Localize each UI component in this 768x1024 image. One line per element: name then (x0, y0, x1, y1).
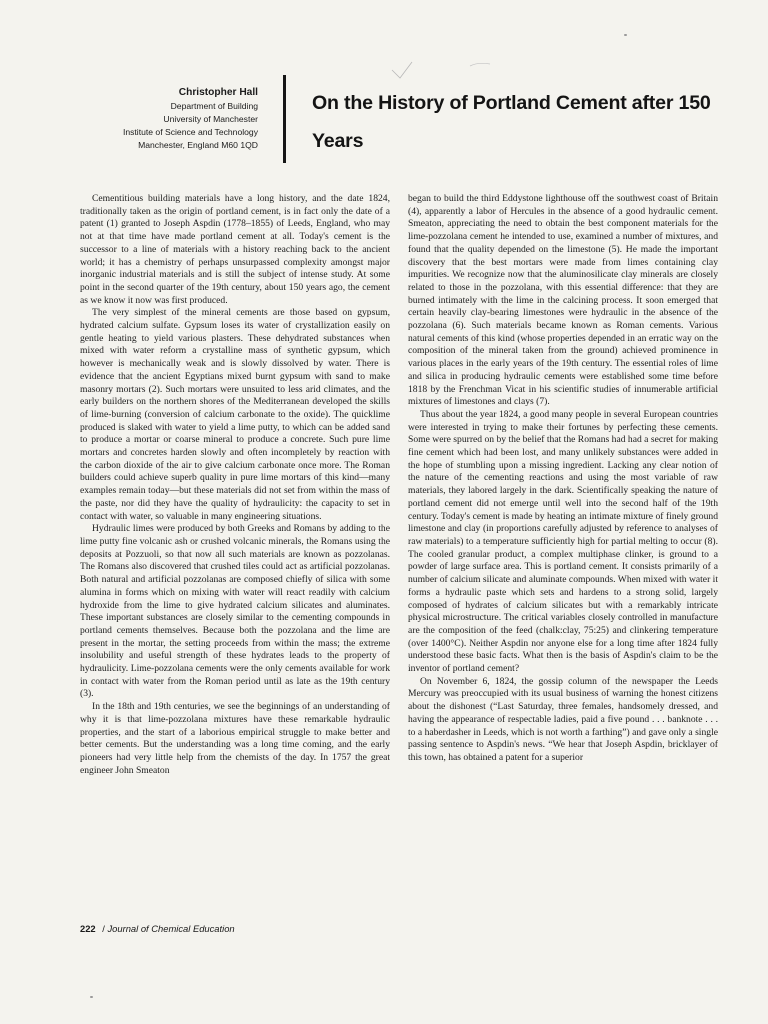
page-number: 222 (80, 923, 96, 934)
left-column (80, 193, 390, 777)
paragraph: Hydraulic limes were produced by both Greeks and Romans by adding to the lime putty fine volcanic ash or crushed volcanic minerals, the Romans using the deposits at Pozzuoli, so that now all such materials are known as pozzolanas. The Romans also discovered that crushed tiles could act as artificial pozzolanas. Both natural and artificial pozzolanas are composed chiefly of silica with some alumina in forms which on mixing with water will react readily with calcium hydroxide from the lime to give hydrated calcium silicates and aluminates. These important substances are closely similar to the cementing compounds in portland cements themselves. Because both the pozzolana and the lime are present in the mortar, the setting proceeds from within the mass; the extreme insolubility and useful strength of these hydrates leads to the property of hydraulicity. Lime-pozzolana cements were the only cements available for work in contact with water from the Roman period until as late as the 19th century (3). (80, 523, 390, 700)
affiliation-line: Institute of Science and Technology (122, 127, 258, 137)
paragraph: The very simplest of the mineral cements are those based on gypsum, hydrated calcium sulfate. Gypsum loses its water of crystallization easily on gentle heating to yield various plasters. These dehydrated substances when mixed with water reform a crystalline mass of synthetic gypsum, which however is mechanically weak and is slowly dissolved by water. There is evidence that the ancient Egyptians mixed burnt gypsum with sand to make masonry mortars (2). Such mortars were unsuited to less arid climates, and the early builders on the northern shores of the Mediterranean developed the skills of lime-burning (conversion of calcium carbonate to the oxide). The quicklime produced is slaked with water to yield a lime putty, to which can be added sand to produce a mortar or coarse mineral to produce a concrete. Such pure lime mortars and concretes harden slowly and often incompletely by reaction with the carbon dioxide of the air to give calcium carbonate once more. The Roman builders could achieve superb quality in pure lime mortars of this kind—many examples remain today—but these materials did not set from within the mass of the paste, nor did they have the quality of hydraulicity: the capacity to set in contact with water, so valuable in many engineering situations. (80, 307, 390, 522)
scan-speck (624, 34, 627, 36)
header-divider (283, 75, 286, 163)
paragraph: Cementitious building materials have a long history, and the date 1824, traditionally taken as the origin of portland cement, is in fact only the date of a patent (1) granted to Joseph Aspdin (1778–1855) of Leeds, England, who may not at that time have made portland cement at all. Today's cement is the successor to a line of materials with a history reaching back to the ancient world; it has a chemistry of perhaps unsurpassed complexity amongst major inorganic industrial materials and is still the subject of intense study. At some point in the second quarter of the 19th century, about 150 years ago, the cement as we know it now was first produced. (80, 193, 390, 306)
page-footer (80, 923, 235, 934)
author-block (60, 86, 258, 152)
footer-separator: / (102, 923, 105, 934)
scan-speck (90, 996, 93, 998)
journal-name: Journal of Chemical Education (107, 923, 235, 934)
affiliation-line: Department of Building (170, 101, 258, 111)
affiliation-line: University of Manchester (163, 114, 258, 124)
author-name: Christopher Hall (178, 87, 258, 98)
paragraph: In the 18th and 19th centuries, we see the beginnings of an understanding of why it is that lime-pozzolana mixtures have these remarkable hydraulic properties, and the start of a laborious empirical struggle to make better and better cements. But the understanding was a long time coming, and the early pioneers had very little help from the chemists of the day. In 1757 the great engineer John Smeaton (80, 701, 390, 776)
paragraph: Thus about the year 1824, a good many people in several European countries were interested in trying to make their fortunes by perfecting these cements. Some were spurred on by the belief that the Romans had had a secret for making fine cement which had been lost, and many unlikely substances were added in the hope of stumbling upon a missing ingredient. Lacking any clear notion of the nature of the cementing reactions and using the most variable of raw materials, they labored largely in the dark. Scientifically speaking the nature of portland cement did not emerge until well into the second half of the 19th century. Today's cement is made by heating an intimate mixture of finely ground limestone and clay (in proportions carefully adjusted by reference to analyses of raw materials) to a temperature sufficiently high for partial melting to occur (8). The cooled granular product, a complex multiphase clinker, is ground to a powder of large surface area. This is portland cement. It consists primarily of a number of calcium silicate and aluminate compounds. When mixed with water it forms a hydraulic paste which sets and hardens to a strong solid, largely composed of hydrates of calcium silicates but with a remarkably intricate physical microstructure. The critical variables closely controlled in manufacture are the composition of the feed (chalk:clay, 75:25) and clinkering temperature (over 1400°C). Neither Aspdin nor anyone else for a long time after 1824 fully understood these basic facts. What then is the basis of Aspdin's claim to be the inventor of portland cement? (408, 408, 718, 675)
affiliation-line: Manchester, England M60 1QD (138, 140, 258, 150)
paragraph: On November 6, 1824, the gossip column of the newspaper the Leeds Mercury was preoccupied with its usual business of warning the honest citizens about the dishonest (“Last Saturday, three females, handsomely dressed, and having the appearance of respectable ladies, paid a five pound . . . banknote . . . to a haberdasher in Leeds, which is not worth a farthing”) and gave only a single passing sentence to Aspdin's news. “We hear that Joseph Aspdin, bricklayer of this town, has obtained a patent for a superior (408, 675, 718, 763)
article-title: On the History of Portland Cement after 150 Years (312, 92, 711, 152)
right-column (408, 193, 718, 765)
paragraph: began to build the third Eddystone lighthouse off the southwest coast of Britain (4), apparently a labor of Hercules in the absence of a good hydraulic cement. Smeaton, appreciating the need to obtain the best component materials for the lime-pozzolana cement he intended to use, examined a number of mixtures, and found that the quality depended on the limestone (5). He made the important discovery that the best mortars were made from limes containing clay impurities. We recognize now that the aluminosilicate clay minerals are closely related to those in the pozzolana, with this essential difference: that they are burned intimately with the lime in the calcining process. It soon emerged that certain heavily clay-bearing limestones were hydraulic in the absence of the pozzolana (6). Such materials became known as Roman cements. Various natural cements of this kind (whose properties depended in an erratic way on the composition of the mineral taken from the ground) achieved prominence in various places in the early years of the 19th century. The essential roles of lime and silica in producing hydraulic cements were established some time before 1818 by the Frenchman Vicat in his scientific studies of innumerable artificial mixtures of limestones and clays (7). (408, 193, 718, 408)
